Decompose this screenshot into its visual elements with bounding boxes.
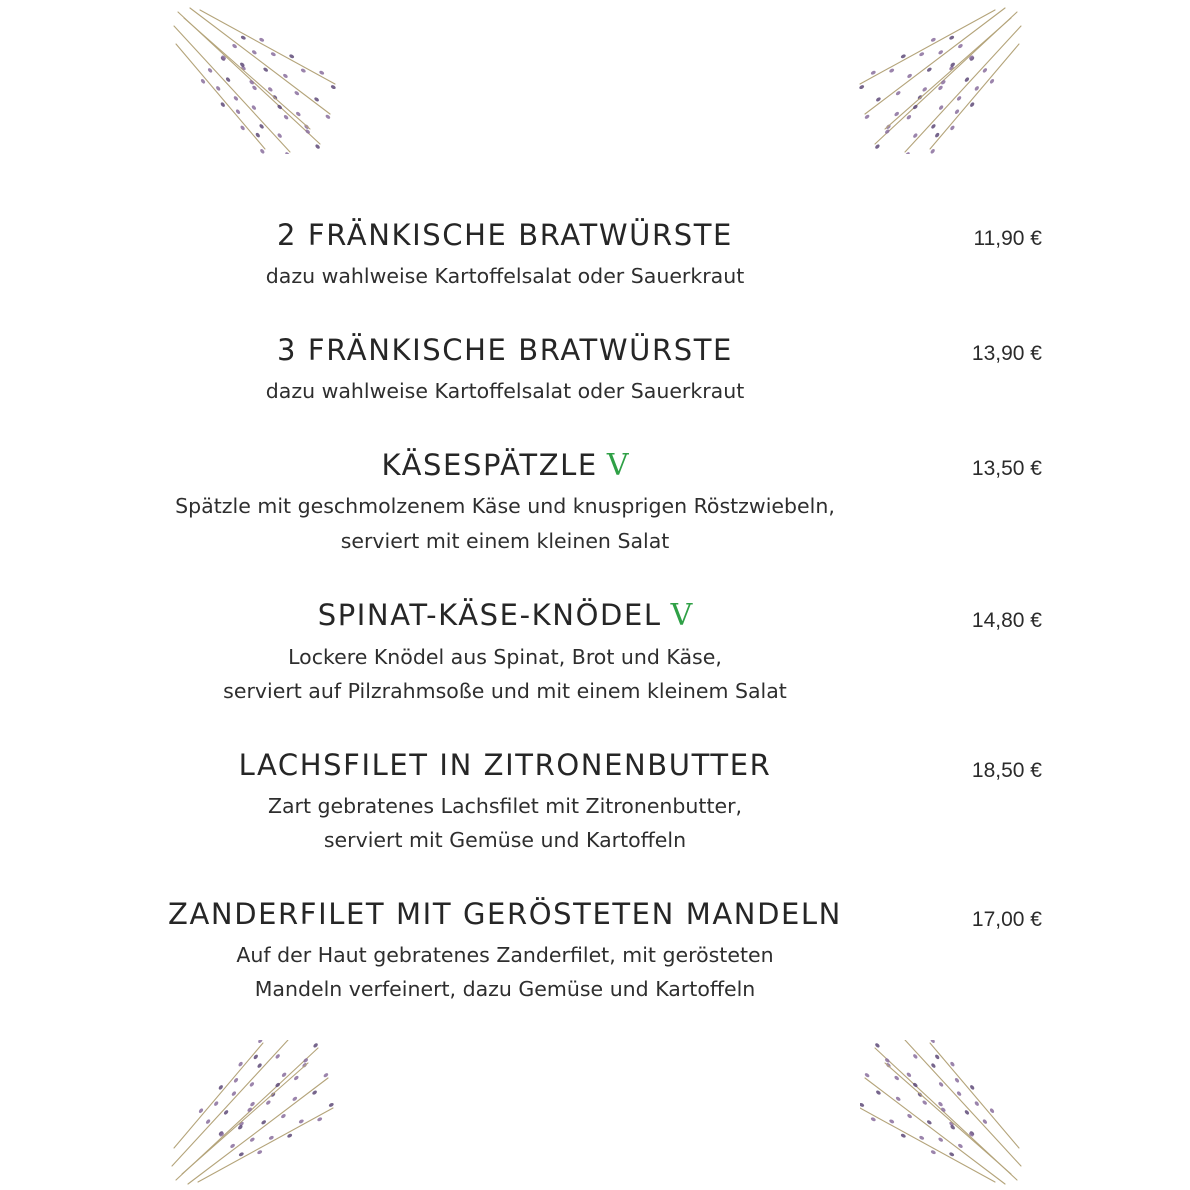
dish-description: Spätzle mit geschmolzenem Käse und knusprigen Röstzwiebeln, [175, 494, 835, 518]
lavender-sprig-icon [168, 1040, 343, 1188]
dish-title: 2 FRÄNKISCHE BRATWÜRSTE [277, 218, 733, 252]
lavender-sprig-icon [859, 8, 1021, 154]
dish-description: Lockere Knödel aus Spinat, Brot und Käse, [288, 645, 722, 669]
dish-description-line2: serviert mit einem kleinen Salat [340, 529, 670, 553]
dish-title: SPINAT-KÄSE-KNÖDEL V [317, 598, 693, 633]
dish-price: 14,80 € [971, 609, 1042, 632]
dish-title: KÄSESPÄTZLE V [381, 448, 629, 483]
dish-description: Auf der Haut gebratenes Zanderfilet, mit gerösteten [236, 943, 774, 967]
vegetarian-badge: V [670, 598, 693, 633]
dish-price: 13,90 € [971, 342, 1042, 365]
dish-description: Zart gebratenes Lachsfilet mit Zitronenbutter, [267, 794, 743, 818]
dish-description: dazu wahlweise Kartoffelsalat oder Sauerkraut [265, 379, 745, 403]
lavender-sprig-icon [860, 1040, 1025, 1188]
dish-price: 11,90 € [973, 227, 1042, 250]
vegetarian-badge: V [606, 448, 629, 483]
lavender-sprig-icon [170, 4, 340, 154]
dish-title: ZANDERFILET MIT GERÖSTETEN MANDELN [168, 897, 842, 931]
dish-price: 17,00 € [971, 908, 1042, 931]
dish-description-line2: serviert auf Pilzrahmsoße und mit einem kleinem Salat [223, 679, 787, 703]
lavender-sprig-icon [850, 4, 1025, 154]
dish-title: LACHSFILET IN ZITRONENBUTTER [238, 748, 772, 782]
dish-description-line2: Mandeln verfeinert, dazu Gemüse und Kartoffeln [254, 977, 756, 1001]
dish-description: dazu wahlweise Kartoffelsalat oder Sauerkraut [265, 264, 745, 288]
lavender-sprig-icon [172, 1040, 334, 1184]
dish-title: 3 FRÄNKISCHE BRATWÜRSTE [277, 333, 733, 367]
dish-description-line2: serviert mit Gemüse und Kartoffeln [323, 828, 687, 852]
dish-price: 13,50 € [971, 457, 1042, 480]
lavender-sprig-icon [860, 1040, 1021, 1184]
dish-price: 18,50 € [971, 759, 1042, 782]
lavender-sprig-icon [174, 8, 336, 154]
